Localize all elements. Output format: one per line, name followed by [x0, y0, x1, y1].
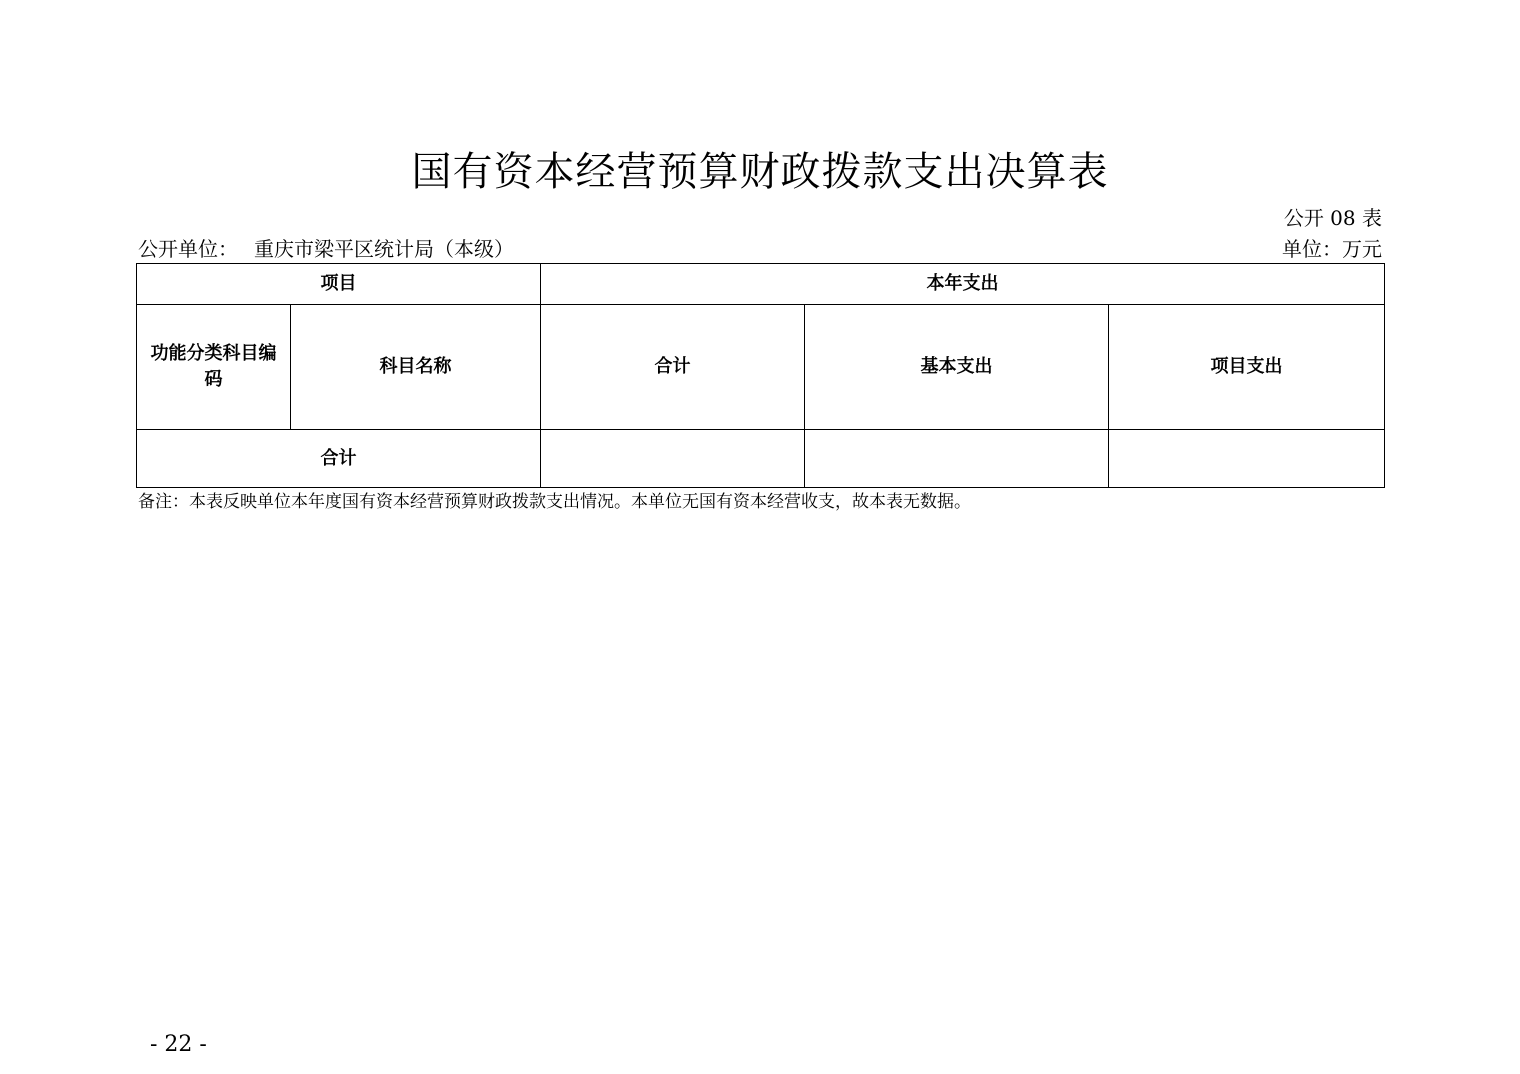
row-total-label: 合计: [137, 430, 541, 488]
row-basic-value: [805, 430, 1109, 488]
column-function-code: 功能分类科目编码: [137, 305, 291, 430]
table-note: 备注：本表反映单位本年度国有资本经营预算财政拨款支出情况。本单位无国有资本经营收支，故本表无数据。: [138, 492, 971, 512]
column-subject-name: 科目名称: [291, 305, 541, 430]
row-total-value: [541, 430, 805, 488]
page-number: - 22 -: [150, 1032, 207, 1057]
page-title: 国有资本经营预算财政拨款支出决算表: [411, 149, 1109, 195]
row-project-value: [1109, 430, 1385, 488]
money-unit: 单位：万元: [1282, 237, 1382, 261]
expenditure-table: [136, 263, 1385, 488]
reporting-unit-line: [138, 235, 514, 263]
form-number: 公开 08 表: [1283, 206, 1382, 230]
column-project-expenditure: 项目支出: [1109, 305, 1385, 430]
reporting-unit-name: 重庆市梁平区统计局（本级）: [254, 237, 514, 261]
table-header-row: [137, 264, 1385, 305]
reporting-unit-label: 公开单位：: [138, 237, 238, 261]
header-current-year-expenditure: 本年支出: [541, 264, 1385, 305]
table-row: [137, 430, 1385, 488]
column-basic-expenditure: 基本支出: [805, 305, 1109, 430]
column-total: 合计: [541, 305, 805, 430]
header-project: 项目: [137, 264, 541, 305]
table-subheader-row: [137, 305, 1385, 430]
